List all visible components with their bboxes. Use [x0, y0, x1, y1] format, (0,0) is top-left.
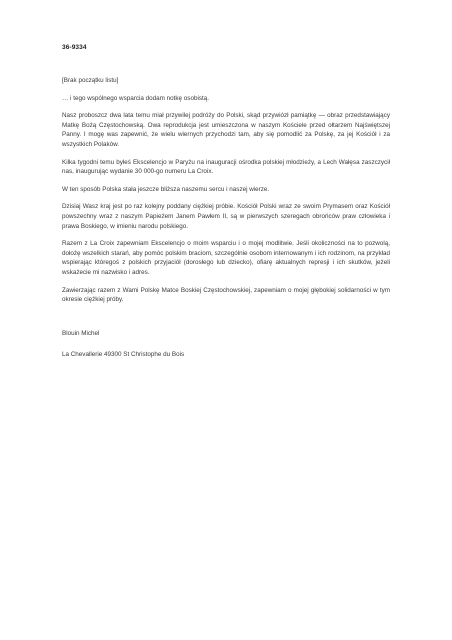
paragraph-support: Razem z La Croix zapewniam Ekscelencjo o moim wsparciu i o mojej modlitwie. Jeśli okoliczności na to pozwolą, dołożę wszelkich starań, aby pomóc polskim braciom, szczególnie osobom internowanym i ich rodzinom, na przykład wspierając któregoś z polskich przyjaciół (dorosłego lub dziecko), ofiarę aktualnych represji i ich skutków, jeżeli wskażecie mi nazwisko i adres. — [62, 240, 390, 276]
signature-address: La Chevallerie 49300 St Christophe du Bois — [62, 351, 185, 359]
paragraph-closing: Zawierzając razem z Wami Polskę Matce Boskiej Częstochowskiej, zapewniam o mojej głębokiej solidarności w tym okresie ciężkiej próby. — [62, 286, 390, 304]
paragraph-trial: Dzisiaj Wasz kraj jest po raz kolejny poddany ciężkiej próbie. Kościół Polski wraz ze swoim Prymasem oraz Kościół powszechny wraz z naszym Papieżem Janem Pawłem II, są w pierwszych szeregach obrońców praw człowieka i prawa Boskiego, w imieniu narodu polskiego. — [62, 203, 390, 230]
paragraph-paris: Kilka tygodni temu byłeś Ekscelencjo w Paryżu na inauguracji ośrodka polskiej młodzieży, a Lech Wałęsa zaszczycił nas, inaugurując wydanie 30 000-go numeru La Croix. — [62, 158, 390, 176]
paragraph-intro: … i tego wspólnego wsparcia dodam notkę osobistą. — [62, 94, 210, 102]
paragraph-closer: W ten sposób Polska stała jeszcze bliższa naszemu sercu i naszej wierze. — [62, 185, 270, 193]
document-id: 36-9334 — [62, 44, 87, 51]
signature-name: Blouin Michel — [62, 329, 100, 337]
paragraph-pastor: Nasz proboszcz dwa lata temu miał przywilej podróży do Polski, skąd przywiózł pamiątkę — obraz przedstawiający Matkę Bożą Częstochowską. Owa reprodukcja jest umieszczona w naszym Kościele przed ołtarzem Najświętszej Panny. I mogę was zapewnić, że wielu wiernych przychodzi tam, aby się pomodlić za Polskę, za jej Kościół i za wszystkich Polaków. — [62, 112, 390, 148]
missing-start-note: [Brak początku listu] — [62, 77, 119, 84]
